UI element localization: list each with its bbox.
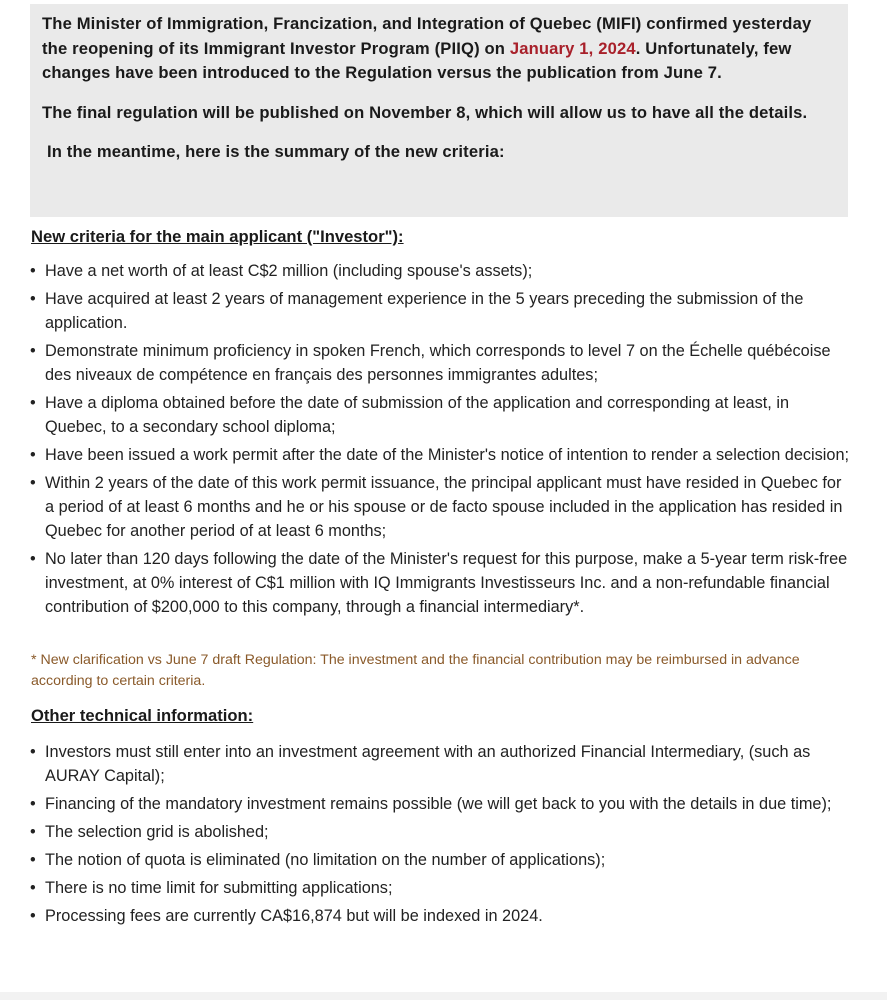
main-criteria-heading: New criteria for the main applicant ("Investor"): xyxy=(31,227,404,246)
bullet-icon: • xyxy=(30,342,36,360)
bottom-divider xyxy=(0,992,887,1000)
bullet-icon: • xyxy=(30,290,36,308)
bullet-icon: • xyxy=(30,550,36,568)
list-item: • The notion of quota is eliminated (no limitation on the number of applications); xyxy=(28,848,853,872)
list-item: • Financing of the mandatory investment remains possible (we will get back to you with the details in due time); xyxy=(28,792,853,816)
bullet-icon: • xyxy=(30,743,36,761)
list-item: • No later than 120 days following the date of the Minister's request for this purpose, make a 5-year term risk-free investment, at 0% interest of C$1 million with IQ Immigrants Investisseurs Inc. and a non-refundable financial contribution of $200,000 to this company, through a financial intermediary*. xyxy=(28,547,853,619)
list-item: • Demonstrate minimum proficiency in spoken French, which corresponds to level 7 on the Échelle québécoise des niveaux de compétence en français des personnes immigrantes adultes; xyxy=(28,339,853,387)
announcement-paragraph-1: The Minister of Immigration, Francization, and Integration of Quebec (MIFI) confirmed yesterday the reopening of its Immigrant Investor Program (PIIQ) on January 1, 2024. Unfortunately, few changes have been introduced to the Regulation versus the publication from June 7. xyxy=(42,14,812,82)
list-item: • Within 2 years of the date of this work permit issuance, the principal applicant must have resided in Quebec for a period of at least 6 months and he or his spouse or de facto spouse included in the application has resided in Quebec for another period of at least 6 months; xyxy=(28,471,853,543)
list-item: • The selection grid is abolished; xyxy=(28,820,853,844)
announcement-paragraph-2: The final regulation will be published on November 8, which will allow us to have all the details. xyxy=(42,102,808,122)
bullet-icon: • xyxy=(30,446,36,464)
bullet-icon: • xyxy=(30,394,36,412)
reopening-date: January 1, 2024 xyxy=(509,38,636,58)
other-info-heading: Other technical information: xyxy=(31,706,254,725)
announcement-paragraph-3: In the meantime, here is the summary of the new criteria: xyxy=(47,142,505,161)
bullet-icon: • xyxy=(30,907,36,925)
bullet-icon: • xyxy=(30,474,36,492)
list-item: • There is no time limit for submitting applications; xyxy=(28,876,853,900)
main-criteria-list xyxy=(28,259,853,623)
list-item: • Processing fees are currently CA$16,874 but will be indexed in 2024. xyxy=(28,904,853,928)
announcement-box xyxy=(30,4,848,217)
list-item: • Have acquired at least 2 years of management experience in the 5 years preceding the submission of the application. xyxy=(28,287,853,335)
bullet-icon: • xyxy=(30,795,36,813)
bullet-icon: • xyxy=(30,823,36,841)
other-info-list xyxy=(28,740,853,932)
bullet-icon: • xyxy=(30,879,36,897)
footnote-clarification: * New clarification vs June 7 draft Regulation: The investment and the financial contribution may be reimbursed in advance according to certain criteria. xyxy=(31,652,800,689)
bullet-icon: • xyxy=(30,262,36,280)
bullet-icon: • xyxy=(30,851,36,869)
list-item: • Investors must still enter into an investment agreement with an authorized Financial Intermediary, (such as AURAY Capital); xyxy=(28,740,853,788)
list-item: • Have a diploma obtained before the date of submission of the application and corresponding at least, in Quebec, to a secondary school diploma; xyxy=(28,391,853,439)
list-item: • Have a net worth of at least C$2 million (including spouse's assets); xyxy=(28,259,853,283)
list-item: • Have been issued a work permit after the date of the Minister's notice of intention to render a selection decision; xyxy=(28,443,853,467)
